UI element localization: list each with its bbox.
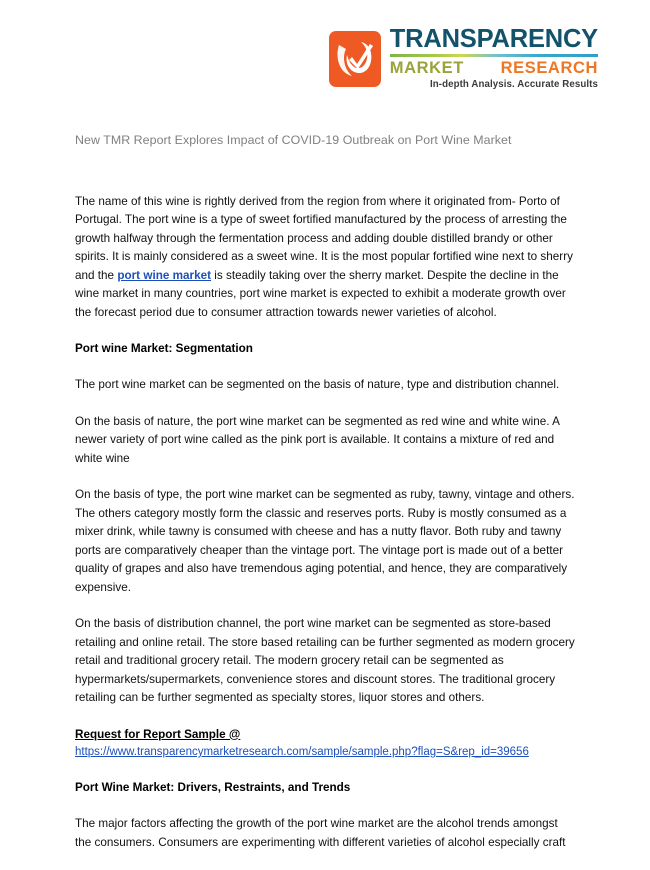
logo-title: TRANSPARENCY xyxy=(389,25,598,53)
logo-color-divider xyxy=(390,54,598,57)
intro-text-after-link: is steadily taking over the sherry market. Despite the decline in the wine market in many countries, port wine market is expected to exhibit a moderate growth over the forecast period due to consumer attraction towards newer varieties of alcohol. xyxy=(75,268,566,319)
logo-wordmark xyxy=(390,26,598,91)
logo-word-research: RESEARCH xyxy=(500,59,598,77)
page-title: New TMR Report Explores Impact of COVID-19 Outbreak on Port Wine Market xyxy=(75,133,512,147)
paragraph-intro xyxy=(75,193,575,322)
heading-segmentation: Port wine Market: Segmentation xyxy=(75,342,253,356)
paragraph-segmentation: The port wine market can be segmented on the basis of nature, type and distribution channel. xyxy=(75,378,560,392)
article-body xyxy=(75,132,575,870)
logo-tagline: In-depth Analysis. Accurate Results xyxy=(429,79,598,91)
request-sample-block xyxy=(75,726,575,762)
logo-word-market: MARKET xyxy=(389,59,464,77)
paragraph-nature: On the basis of nature, the port wine market can be segmented as red wine and white wine. A newer variety of port wine called as the pink port is available. It contains a mixture of red and white wine xyxy=(75,414,560,465)
paragraph-drivers: The major factors affecting the growth of the port wine market are the alcohol trends amongst the consumers. Consumers are experimenting with different varieties of alcohol especially craft xyxy=(75,817,566,849)
heading-drivers-restraints-trends: Port Wine Market: Drivers, Restraints, and Trends xyxy=(75,781,351,795)
tmr-logo-mark-icon xyxy=(329,31,381,87)
port-wine-market-link[interactable]: port wine market xyxy=(117,268,212,282)
request-sample-label: Request for Report Sample @ xyxy=(75,727,241,741)
intro-text-before-link: The name of this wine is rightly derived from the region from where it originated from- Porto of Portugal. The port wine is a type of sweet fortified manufactured by the process of arresting the growth halfway through the fermentation process and adding double distilled brandy or other spirits. It is mainly considered as a sweet wine. It is the most popular fortified wine next to sherry and the xyxy=(75,194,573,282)
request-sample-url-link[interactable]: https://www.transparencymarketresearch.com/sample/sample.php?flag=S&rep_id=39656 xyxy=(75,746,529,759)
paragraph-distribution: On the basis of distribution channel, the port wine market can be segmented as store-based retailing and online retail. The store based retailing can be further segmented as modern grocery retail and traditional grocery retail. The modern grocery retail can be segmented as hypermarkets/supermarkets, convenience stores and discount stores. The traditional grocery retailing can be further segmented as specialty stores, liquor stores and others. xyxy=(75,617,575,705)
brand-logo-header xyxy=(329,26,598,91)
paragraph-type: On the basis of type, the port wine market can be segmented as ruby, tawny, vintage and others. The others category mostly form the classic and reserves ports. Ruby is mostly consumed as a mixer drink, while tawny is consumed with cheese and has a nutty flavor. Both ruby and tawny ports are comparatively cheaper than the vintage port. The vintage port is made out of a better quality of grapes and also have tremendous aging potential, and hence, they are comparatively expensive. xyxy=(75,488,575,594)
logo-subtitle xyxy=(390,59,598,77)
